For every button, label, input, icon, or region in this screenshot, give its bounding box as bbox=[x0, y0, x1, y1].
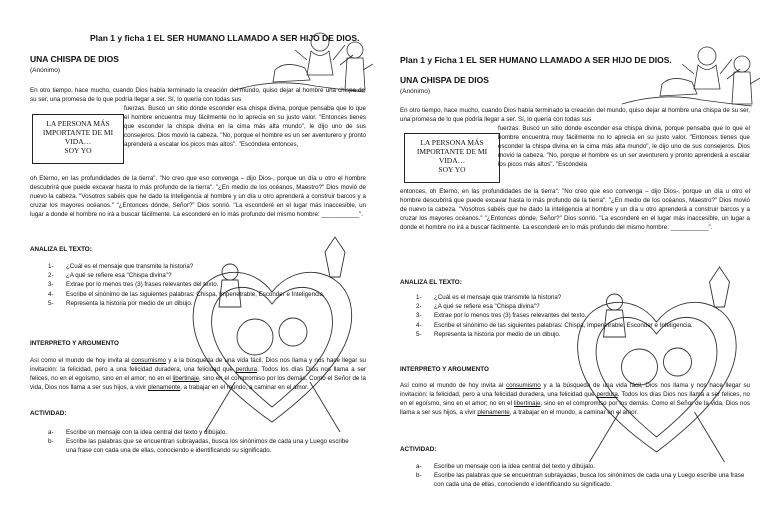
story-intro: En otro tiempo, hace mucho, cuando Dios había terminado la creación del mundo, quiso dejar al hombre una chispa de su ser, una promesa de lo que podría llegar a ser. Sí, lo quería con todas sus bbox=[400, 107, 750, 123]
question-item: 1- ¿Cuál es el mensaje que transmite la historia? bbox=[48, 263, 194, 270]
sheet-header: Plan 1 y Ficha 1 EL SER HUMANO LLAMADO A SER HIJO DE DIOS. bbox=[400, 55, 672, 65]
question-item: 4- Escribe el sinónimo de las siguientes palabras: Chispa, Impenetrable, Esconder e Inteligencia. bbox=[48, 290, 325, 298]
story-side-text: fuerzas. Buscó un sitio dónde esconder esa chispa divina, porque pensaba que lo que el hombre encuentra muy fácilmente no lo aprecia en su justo valor. "Entonces tienes que esconder la chispa divina en la cima más alta mundo", le dijo uno de sus consejeros. Dios movió la cabeza. "No, porque el hombre es un ser aventurero y pronto aprenderá a escalar los picos más altos". "Escóndela entonces, bbox=[124, 105, 366, 148]
section-interpret: INTERPRETO Y ARGUMENTO bbox=[400, 366, 489, 373]
story-side-text: fuerzas. Buscó un sitio dónde esconder esa chispa divina, porque pensaba que lo que el hombre encuentra muy fácilmente no lo aprecia en su justo valor. "Entonces tienes que esconder la chispa divina en la cima más alta mundo", le dijo uno de sus consejeros. Dios movió la cabeza. "No, porque el hombre es un ser aventurero y pronto aprenderá a escalar los picos más altos". "Escóndela bbox=[498, 125, 750, 168]
underlined-word: consumismo bbox=[131, 357, 167, 364]
question-item: 5- Representa la historia por medio de un dibujo. bbox=[416, 330, 561, 338]
underlined-word: plenamente bbox=[477, 409, 510, 416]
underlined-word: perdura bbox=[596, 391, 618, 398]
question-item: 5- Representa la historia por medio de un dibujo. bbox=[48, 299, 193, 307]
worksheet-left bbox=[0, 0, 376, 525]
section-activity: ACTIVIDAD: bbox=[400, 446, 437, 453]
underlined-word: perdura bbox=[235, 366, 258, 373]
argument-paragraph: Así como el mundo de hoy invita al consumismo y a la búsqueda de una vida fácil, Dios nos llama y nos hace llegar su invitación: la felicidad, pero a una felicidad duradera, una felicidad que perdura. Todos los días Dios nos llama a ser felices, no en el egoísmo, sino en el amor; no en el libertinaje, sino en el compromiso por los demás. Como el Señor de la vida, Dios nos llama a ser sus hijos, a vivir plenamente, a trabajar en el mundo, a caminar en el amor. bbox=[30, 357, 366, 391]
story-title: UNA CHISPA DE DIOS bbox=[30, 54, 119, 64]
question-item: 2- ¿A qué se refiere esa "Chispa divina"? bbox=[48, 272, 172, 280]
question-item: 3- Extrae por lo menos tres (3) frases relevantes del texto. bbox=[416, 312, 587, 320]
story-intro: En otro tiempo, hace mucho, cuando Dios había terminado la creación del mundo, quiso dejar al hombre una chispa de su ser, una promesa de lo que podría llegar a ser. Sí, lo quería con todas sus bbox=[30, 87, 365, 103]
section-analyze: ANALIZA EL TEXTO: bbox=[30, 246, 92, 253]
question-item: 4- Escribe el sinónimo de las siguientes palabras: Chispa, Impenetrable, Esconder e Inteligencia. bbox=[416, 321, 693, 329]
activity-list bbox=[48, 428, 360, 456]
activity-item: a- Escribe un mensaje con la idea central del texto y dibújalo. bbox=[48, 429, 227, 436]
underlined-word: libertinaje bbox=[172, 375, 200, 382]
story-body: oh Eterno, en las profundidades de la tierra". "No creo que eso convenga – dijo Dios-, porque un día u otro el hombre descubrirá que puede excavar hasta lo más profundo de la tierra". "¿En medio de los océanos, Maestro?" Dios movió de nuevo la cabeza. "Vosotros sabéis que he dado la inteligencia al hombre y un día u otro aprenderá a construir barcos y a cruzar los mayores océanos." "¿Entonces dónde, Señor?" Dios sonrió. "La esconderé en el lugar más inaccesible, un lugar a donde el hombre no irá a buscar fácilmente. La esconderé en lo más profundo del mismo hombre: ___________". bbox=[30, 175, 366, 218]
story-author: (Anónimo) bbox=[30, 67, 60, 74]
underlined-word: plenamente bbox=[147, 384, 181, 391]
activity-item: b- Escribe las palabras que se encuentran subrayadas, busca los sinónimos de cada una y Luego escribe una frase con cada una de ellas, conociendo e identificando su significado. bbox=[48, 438, 349, 455]
question-item: 3- Extrae por lo menos tres (3) frases relevantes del texto. bbox=[48, 281, 219, 289]
section-activity: ACTIVIDAD: bbox=[30, 410, 67, 417]
activity-item: b- Escribe las palabras que se encuentran subrayadas, busca los sinónimos de cada una y Luego escribe una frase con cada una de ellas, conociendo e identificando su significado. bbox=[416, 472, 745, 489]
worksheet-right bbox=[392, 0, 768, 525]
question-item: 1- ¿Cuál es el mensaje que transmite la historia? bbox=[416, 294, 562, 301]
callout-box: LA PERSONA MÁS IMPORTANTE DE MI VIDA… SOY YO bbox=[32, 114, 124, 164]
story-title: UNA CHISPA DE DIOS bbox=[400, 75, 489, 85]
question-list bbox=[416, 293, 736, 339]
story-body: entonces, oh Eterno, en las profundidades de la tierra". "No creo que eso convenga – dijo Dios-, porque un día u otro el hombre descubrirá que puede excavar hasta lo más profundo de la tierra". "¿En medio de los océanos, Maestro?" Dios movió de nuevo la cabeza. "Vosotros sabéis que he dado la inteligencia al hombre y un día u otro aprenderá a construir barcos y a cruzar los mayores océanos." "¿Entonces dónde, Señor?" Dios sonrió. "La esconderé en el lugar más inaccesible, un lugar a donde el hombre no irá a buscar fácilmente. La esconderé en lo más profundo del mismo hombre: ___________". bbox=[400, 188, 750, 231]
section-analyze: ANALIZA EL TEXTO: bbox=[400, 279, 462, 286]
underlined-word: libertinaje bbox=[513, 400, 541, 407]
question-item: 2- ¿A qué se refiere esa "Chispa divina"? bbox=[416, 303, 540, 311]
argument-paragraph: Así como el mundo de hoy invita al consumismo y a la búsqueda de una vida fácil, Dios nos llama y nos hace llegar su invitación: la felicidad, pero a una felicidad duradera, una felicidad que perdura. Todos los días Dios nos llama a ser felices, no en el egoísmo, sino en el amor; no en el libertinaje, sino en el compromiso por los demás. Como el Señor de la vida, Dios nos llama a ser sus hijos, a vivir plenamente, a trabajar en el mundo, a caminar en el amor. bbox=[400, 382, 750, 416]
activity-item: a- Escribe un mensaje con la idea central del texto y dibújalo. bbox=[416, 463, 595, 470]
story-author: (Anónimo) bbox=[400, 88, 430, 95]
question-list bbox=[48, 262, 348, 308]
callout-box: LA PERSONA MÁS IMPORTANTE DE MI VIDA… SOY YO bbox=[404, 133, 500, 183]
underlined-word: consumismo bbox=[506, 382, 541, 389]
sheet-header: Plan 1 y ficha 1 EL SER HUMANO LLAMADO A SER HIJO DE DIOS. bbox=[90, 33, 360, 43]
activity-list bbox=[416, 462, 746, 490]
section-interpret: INTERPRETO Y ARGUMENTO bbox=[30, 340, 119, 347]
